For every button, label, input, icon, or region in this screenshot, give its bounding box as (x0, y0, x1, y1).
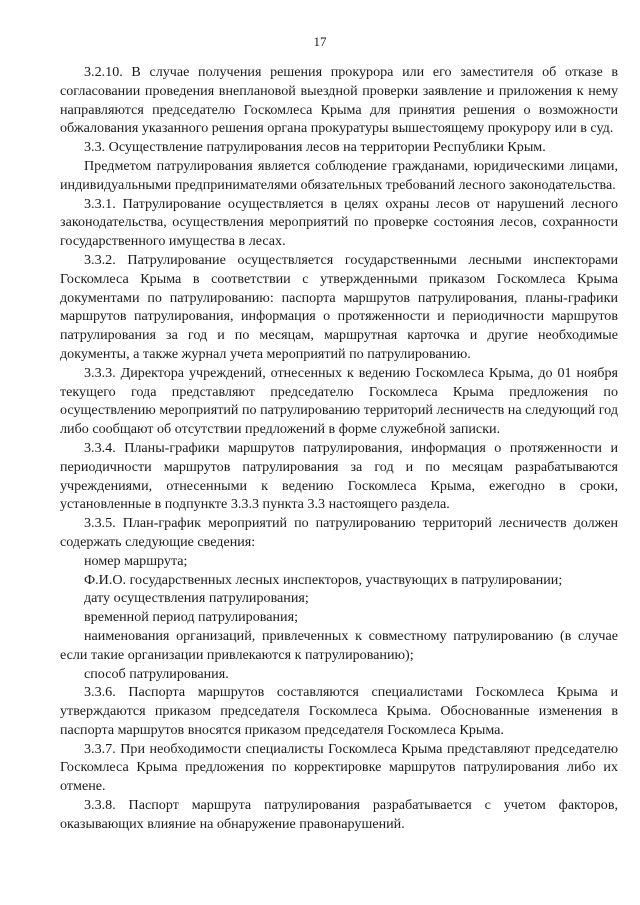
paragraph-3-3-8: 3.3.8. Паспорт маршрута патрулирования разрабатывается с учетом факторов, оказывающих влияние на обнаружение правонарушений. (60, 797, 618, 832)
document-body (60, 63, 618, 834)
list-item-organizations: наименования организаций, привлеченных к совместному патрулированию (в случае если такие организации привлекаются к патрулированию); (60, 627, 618, 663)
list-item-route-number: номер маршрута; (84, 552, 188, 569)
list-item-date: дату осуществления патрулирования; (84, 590, 309, 607)
paragraph-3-3: 3.3. Осуществление патрулирования лесов на территории Республики Крым. (84, 139, 546, 156)
page-number: 17 (313, 34, 327, 49)
list-item-period: временной период патрулирования; (84, 609, 298, 626)
paragraph-3-3-5: 3.3.5. План-график мероприятий по патрулированию территорий лесничеств должен содержать следующие сведения: (60, 515, 618, 550)
paragraph-3-3-2: 3.3.2. Патрулирование осуществляется государственными лесными инспекторами Госкомлеса Крыма в соответствии с утвержденными приказом Госкомлеса Крыма документами по патрулированию: паспорта маршрутов патрулирования, планы-графики маршрутов патрулирования, информация о протяженности и периодичности маршрутов патрулирования за год и по месяцам, маршрутная карточка и другие необходимые документы, а также журнал учета мероприятий по патрулированию. (60, 251, 618, 362)
paragraph-3-3-1: 3.3.1. Патрулирование осуществляется в целях охраны лесов от нарушений лесного законодательства, осуществления мероприятий по проверке состояния лесов, сохранности государственного имущества в лесах. (60, 195, 618, 250)
paragraph-subject: Предметом патрулирования является соблюдение гражданами, юридическими лицами, индивидуальными предпринимателями обязательных требований лесного законодательства. (60, 157, 618, 193)
paragraph-3-3-7: 3.3.7. При необходимости специалисты Госкомлеса Крыма представляют председателю Госкомлеса Крыма предложения по корректировке маршрутов патрулирования либо их отмене. (60, 740, 618, 795)
paragraph-3-3-6: 3.3.6. Паспорта маршрутов составляются специалистами Госкомлеса Крыма и утверждаются приказом председателя Госкомлеса Крыма. Обоснованные изменения в паспорта маршрутов вносятся приказом председателя Госкомлеса Крыма. (60, 684, 618, 738)
paragraph-3-2-10: 3.2.10. В случае получения решения прокурора или его заместителя об отказе в согласовании проведения внеплановой выездной проверки заявление и приложения к нему направляются председателю Госкомлеса Крыма для принятия решения о возможности обжалования указанного решения органа прокуратуры вышестоящему прокурору или в суд. (60, 64, 618, 137)
paragraph-3-3-4: 3.3.4. Планы-графики маршрутов патрулирования, информация о протяженности и периодичности маршрутов патрулирования за год и по месяцам разрабатываются учреждениями, отнесенными к ведению Госкомлеса Крыма, ежегодно в сроки, установленные в подпункте 3.3.3 пункта 3.3 настоящего раздела. (60, 439, 618, 513)
list-item-method: способ патрулирования. (84, 665, 229, 682)
list-item-inspectors: Ф.И.О. государственных лесных инспекторов, участвующих в патрулировании; (84, 571, 563, 588)
paragraph-3-3-3: 3.3.3. Директора учреждений, отнесенных к ведению Госкомлеса Крыма, до 01 ноября текущего года представляют председателю Госкомлеса Крыма предложения по осуществлению мероприятий по патрулированию территорий лесничеств на следующий год либо сообщают об отсутствии предложений в форме служебной записки. (60, 364, 618, 438)
